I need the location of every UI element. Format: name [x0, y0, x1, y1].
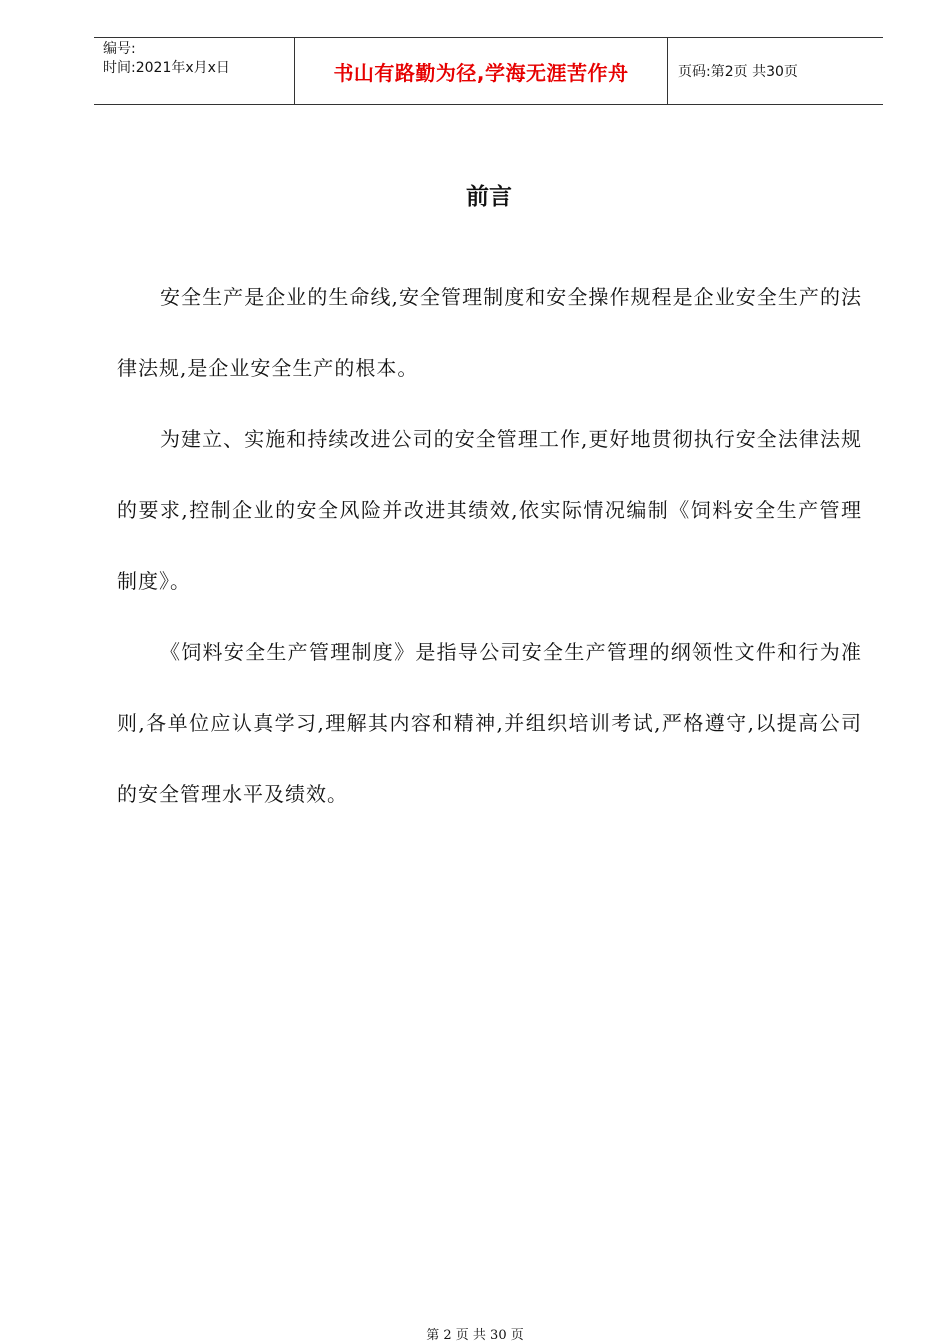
paragraph-3: 《饲料安全生产管理制度》是指导公司安全生产管理的纲领性文件和行为准则,各单位应认真学习,理解其内容和精神,并组织培训考试,严格遵守,以提高公司的安全管理水平及绩效。 — [117, 640, 862, 806]
paragraph-2: 为建立、实施和持续改进公司的安全管理工作,更好地贯彻执行安全法律法规的要求,控制企业的安全风险并改进其绩效,依实际情况编制《饲料安全生产管理制度》。 — [117, 427, 862, 593]
document-title: 前言 — [466, 184, 512, 210]
header-meta-cell — [94, 38, 295, 104]
header-page-label: 页码:第2页 共30页 — [678, 64, 798, 80]
header-motto-cell — [295, 38, 668, 104]
paragraph-1: 安全生产是企业的生命线,安全管理制度和安全操作规程是企业安全生产的法律法规,是企业安全生产的根本。 — [117, 285, 862, 380]
header-motto: 书山有路勤为径,学海无涯苦作舟 — [333, 60, 629, 85]
page-footer: 第 2 页 共 30 页 — [426, 1328, 524, 1343]
document-number-label: 编号: — [103, 41, 136, 57]
document-header — [94, 37, 883, 105]
document-body — [117, 262, 862, 830]
header-page-cell — [668, 38, 883, 104]
document-time-label: 时间:2021年x月x日 — [103, 60, 230, 76]
